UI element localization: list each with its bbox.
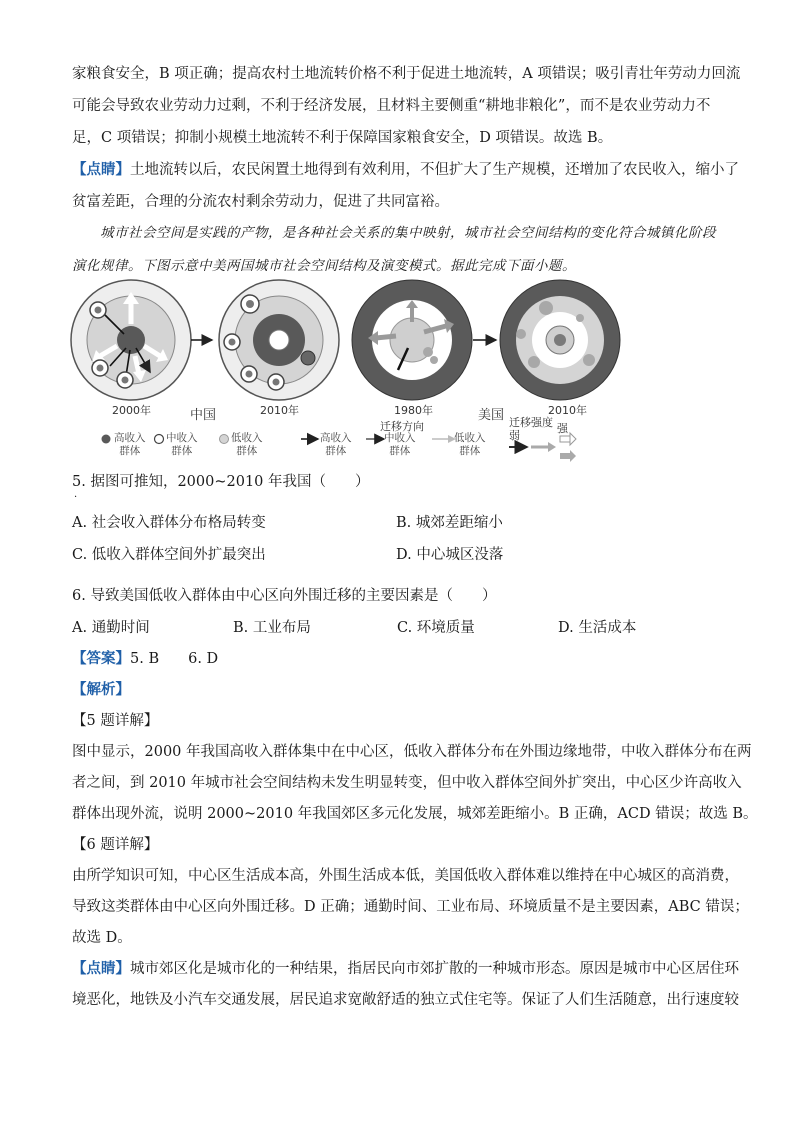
urban-structure-figure xyxy=(64,276,624,476)
china-2000-diagram xyxy=(71,280,191,400)
q6-option-d: D. 生活成本 xyxy=(558,620,637,636)
text-line: 可能会导致农业劳动力过剩，不利于经济发展，且材料主要侧重“耕地非粮化”，而不是农业劳动力不 xyxy=(72,98,711,114)
usa-label: 美国 xyxy=(478,408,505,423)
dianjing-tag: 【点睛】 xyxy=(72,960,130,977)
text-line: 故选 D。 xyxy=(72,930,132,946)
year-label: 2010年 xyxy=(260,404,299,417)
text-line: 导致这类群体由中心区向外围迁移。D 正确；通勤时间、工业布局、环境质量不是主要因素，ABC 错误； xyxy=(72,899,749,915)
legend-arrow-low-label: 低收入 群体 xyxy=(454,432,486,457)
legend-high-symbol xyxy=(102,435,111,444)
q5-option-b: B. 城郊差距缩小 xyxy=(396,515,503,531)
intro-line: 演化规律。下图示意中美两国城市社会空间结构及演变模式。据此完成下面小题。 xyxy=(72,258,576,274)
year-label: 1980年 xyxy=(394,404,433,417)
text-line: 足，C 项错误；抑制小规模土地流转不利于保障国家粮食安全，D 项错误。故选 B。 xyxy=(72,130,613,146)
text-line: 者之间，到 2010 年城市社会空间结构未发生明显转变，但中收入群体空间外扩突出，中心区少许高收入 xyxy=(72,775,742,791)
usa-2010-diagram xyxy=(500,280,620,400)
text-line: 境恶化，地铁及小汽车交通发展，居民追求宽敞舒适的独立式住宅等。保证了人们生活随意，出行速度较 xyxy=(72,992,739,1008)
question-6-stem: 6. 导致美国低收入群体由中心区向外围迁移的主要因素是（ ） xyxy=(72,588,497,604)
legend-mid-label: 中收入 群体 xyxy=(166,432,198,457)
q5-option-d: D. 中心城区没落 xyxy=(396,547,504,563)
legend-mid-symbol xyxy=(155,435,164,444)
answer-tag: 【答案】 xyxy=(72,650,130,667)
dianjing-paragraph: 【点睛】城市郊区化是城市化的一种结果，指居民向市郊扩散的一种城市形态。原因是城市中心区居住环 xyxy=(72,960,739,977)
dianjing-tag: 【点睛】 xyxy=(72,161,130,178)
q6-option-a: A. 通勤时间 xyxy=(72,620,150,636)
q5-option-c: C. 低收入群体空间外扩最突出 xyxy=(72,547,266,563)
stem-dot: · xyxy=(74,492,78,503)
text-line: 由所学知识可知，中心区生活成本高，外围生活成本低，美国低收入群体难以维持在中心城区的高消费， xyxy=(72,868,739,884)
legend-high-label: 高收入 群体 xyxy=(114,432,146,457)
q5-option-a: A. 社会收入群体分布格局转变 xyxy=(72,515,266,531)
jiexi-tag: 【解析】 xyxy=(72,681,130,698)
legend-low-symbol xyxy=(220,435,229,444)
question-5-stem: 5. 据图可推知，2000~2010 年我国（ ） xyxy=(72,474,370,490)
china-label: 中国 xyxy=(190,408,217,423)
text-line: 群体出现外流，说明 2000~2010 年我国郊区多元化发展，城郊差距缩小。B 正确，ACD 错误；故选 B。 xyxy=(72,806,758,822)
answer-line: 【答案】5. B 6. D xyxy=(72,650,219,667)
q6-option-b: B. 工业布局 xyxy=(233,620,311,636)
q6-option-c: C. 环境质量 xyxy=(397,620,475,636)
detail-6-tag: 【6 题详解】 xyxy=(72,837,159,853)
legend-low-label: 低收入 群体 xyxy=(231,432,263,457)
weak-label: 弱 xyxy=(509,429,520,442)
text-line: 图中显示，2000 年我国高收入群体集中在中心区，低收入群体分布在外围边缘地带，中收入群体分布在两 xyxy=(72,744,752,760)
china-2010-diagram xyxy=(219,280,339,400)
legend-arrow-high-label: 高收入 群体 xyxy=(320,432,352,457)
detail-5-tag: 【5 题详解】 xyxy=(72,713,159,729)
strength-label: 迁移强度 xyxy=(509,416,553,429)
intro-line: 城市社会空间是实践的产物，是各种社会关系的集中映射，城市社会空间结构的变化符合城镇化阶段 xyxy=(100,225,716,241)
year-label: 2010年 xyxy=(548,404,587,417)
legend-arrow-mid-label: 中收入 群体 xyxy=(384,432,416,457)
usa-1980-diagram xyxy=(352,280,472,400)
text-line: 家粮食安全，B 项正确；提高农村土地流转价格不利于促进土地流转，A 项错误；吸引青壮年劳动力回流 xyxy=(72,66,741,82)
arrow-note-label: 迁移方向 xyxy=(380,420,424,433)
strong-label: 强 xyxy=(557,422,568,435)
year-label: 2000年 xyxy=(112,404,151,417)
dianjing-paragraph: 【点睛】土地流转以后，农民闲置土地得到有效利用，不但扩大了生产规模，还增加了农民收入，缩小了 xyxy=(72,161,739,178)
text-line: 贫富差距，合理的分流农村剩余劳动力，促进了共同富裕。 xyxy=(72,194,449,210)
